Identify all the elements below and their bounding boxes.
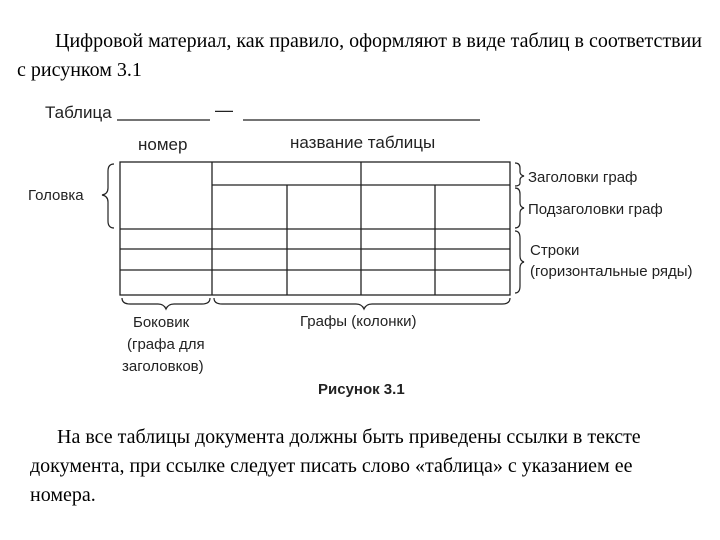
title-dash: —	[215, 100, 233, 120]
stub-label-line2: (графа для	[127, 336, 205, 353]
intro-paragraph: Цифровой материал, как правило, оформляют в виде таблиц в соответствии с рисунком 3.1	[17, 30, 702, 81]
rows-label-line1: Строки	[530, 242, 580, 259]
column-subheaders-label: Подзаголовки граф	[528, 201, 663, 218]
table-word: Таблица	[45, 103, 112, 122]
columns-label: Графы (колонки)	[300, 313, 417, 330]
name-label: название таблицы	[290, 133, 436, 152]
stub-label-line3: заголовков)	[122, 358, 204, 375]
column-subheaders-brace	[515, 188, 524, 228]
stub-label-line1: Боковик	[133, 314, 190, 331]
column-headers-label: Заголовки граф	[528, 169, 638, 186]
number-label: номер	[138, 135, 188, 154]
rows-brace	[515, 231, 524, 293]
head-label: Головка	[28, 187, 84, 204]
outro-paragraph: На все таблицы документа должны быть приведены ссылки в тексте документа, при ссылке следует писать слово «таблица» с указанием ее номера.	[30, 426, 641, 506]
stub-brace	[122, 298, 210, 309]
figure-caption: Рисунок 3.1	[318, 381, 405, 398]
rows-label-line2: (горизонтальные ряды)	[530, 263, 693, 280]
head-brace	[102, 164, 114, 228]
columns-brace	[214, 298, 510, 309]
column-headers-brace	[515, 163, 524, 186]
table-grid	[120, 162, 510, 295]
